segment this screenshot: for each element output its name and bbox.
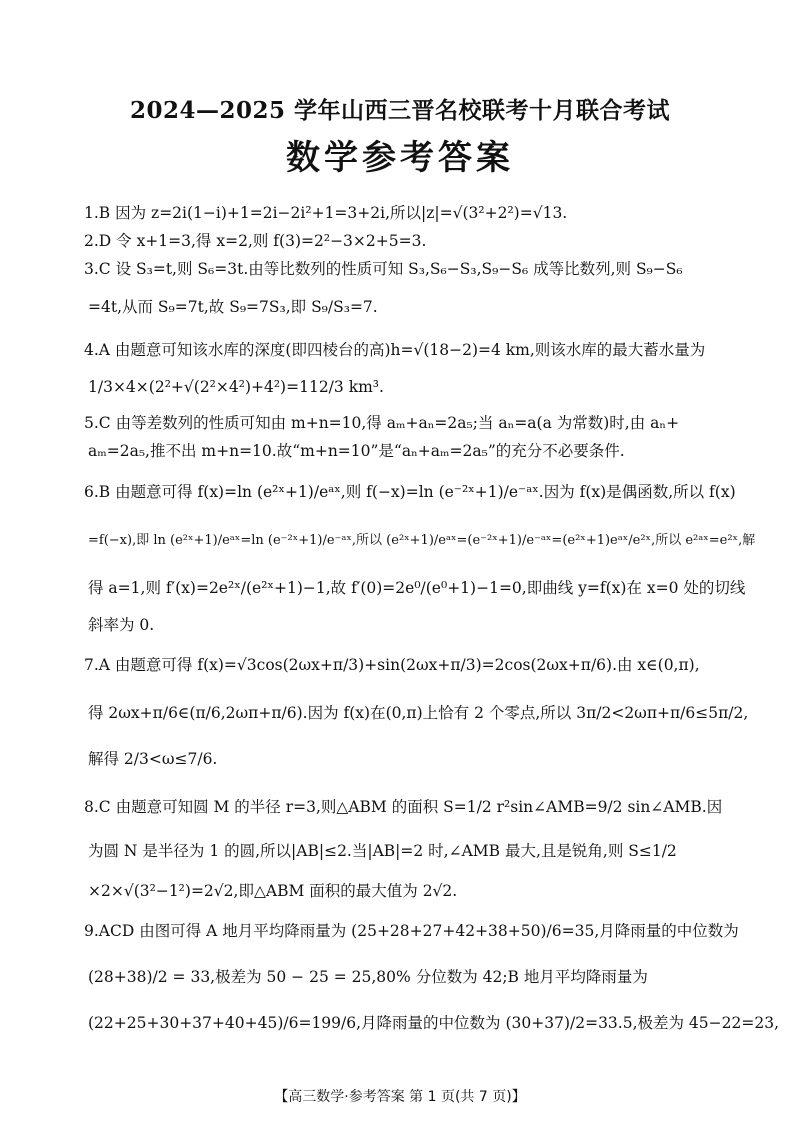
answer-line: 5.C 由等差数列的性质可知由 m+n=10,得 aₘ+aₙ=2a₅;当 aₙ=a(a 为常数)时,由 aₙ+ <box>84 414 680 432</box>
answer-line: aₘ=2a₅,推不出 m+n=10.故“m+n=10”是“aₙ+aₘ=2a₅”的充分不必要条件. <box>88 442 625 460</box>
answer-line: 1/3×4×(2²+√(2²×4²)+4²)=112/3 km³. <box>88 378 384 396</box>
answer-line: 3.C 设 S₃=t,则 S₆=3t.由等比数列的性质可知 S₃,S₆−S₃,S₉−S₆ 成等比数列,则 S₉−S₆ <box>84 260 683 278</box>
answer-line: 6.B 由题意可得 f(x)=ln (e²ˣ+1)/eᵃˣ,则 f(−x)=ln (e⁻²ˣ+1)/e⁻ᵃˣ.因为 f(x)是偶函数,所以 f(x) <box>84 483 736 501</box>
answer-line: 8.C 由题意可知圆 M 的半径 r=3,则△ABM 的面积 S=1/2 r²sin∠AMB=9/2 sin∠AMB.因 <box>84 798 723 816</box>
answer-line: 得 a=1,则 f′(x)=2e²ˣ/(e²ˣ+1)−1,故 f′(0)=2e⁰/(e⁰+1)−1=0,即曲线 y=f(x)在 x=0 处的切线 <box>88 579 746 597</box>
answer-line: 4.A 由题意可知该水库的深度(即四棱台的高)h=√(18−2)=4 km,则该水库的最大蓄水量为 <box>84 341 706 359</box>
answer-line: ×2×√(3²−1²)=2√2,即△ABM 面积的最大值为 2√2. <box>88 882 458 900</box>
answer-line: =f(−x),即 ln (e²ˣ+1)/eᵃˣ=ln (e⁻²ˣ+1)/e⁻ᵃˣ,所以 (e²ˣ+1)/eᵃˣ=(e⁻²ˣ+1)/e⁻ᵃˣ=(e²ˣ+1)eᵃˣ/e²ˣ,所以 e²ᵃˣ=e²ˣ,解 <box>88 533 756 548</box>
answer-line: 9.ACD 由图可得 A 地月平均降雨量为 (25+28+27+42+38+50)/6=35,月降雨量的中位数为 <box>84 922 739 940</box>
answer-line: 7.A 由题意可得 f(x)=√3cos(2ωx+π/3)+sin(2ωx+π/3)=2cos(2ωx+π/6).由 x∈(0,π), <box>84 656 700 674</box>
answer-line: 得 2ωx+π/6∈(π/6,2ωπ+π/6).因为 f(x)在(0,π)上恰有 2 个零点,所以 3π/2<2ωπ+π/6≤5π/2, <box>88 704 749 722</box>
answer-line: =4t,从而 S₉=7t,故 S₉=7S₃,即 S₉/S₃=7. <box>88 298 378 316</box>
answer-line: 2.D 令 x+1=3,得 x=2,则 f(3)=2²−3×2+5=3. <box>84 232 427 250</box>
answer-line: 斜率为 0. <box>88 616 155 634</box>
page-title: 数学参考答案 <box>286 138 514 178</box>
exam-title: 2024—2025 学年山西三晋名校联考十月联合考试 <box>129 97 671 124</box>
answer-line: (28+38)/2 = 33,极差为 50 − 25 = 25,80% 分位数为 42;B 地月平均降雨量为 <box>88 968 648 986</box>
answer-line: 为圆 N 是半径为 1 的圆,所以|AB|≤2.当|AB|=2 时,∠AMB 最大,且是锐角,则 S≤1/2 <box>88 842 677 860</box>
answer-line: 1.B 因为 z=2i(1−i)+1=2i−2i²+1=3+2i,所以|z|=√(3²+2²)=√13. <box>84 204 568 222</box>
answer-line: (22+25+30+37+40+45)/6=199/6,月降雨量的中位数为 (30+37)/2=33.5,极差为 45−22=23, <box>88 1014 779 1032</box>
answer-line: 解得 2/3<ω≤7/6. <box>88 750 218 768</box>
page-footer: 【高三数学·参考答案 第 1 页(共 7 页)】 <box>274 1089 526 1105</box>
